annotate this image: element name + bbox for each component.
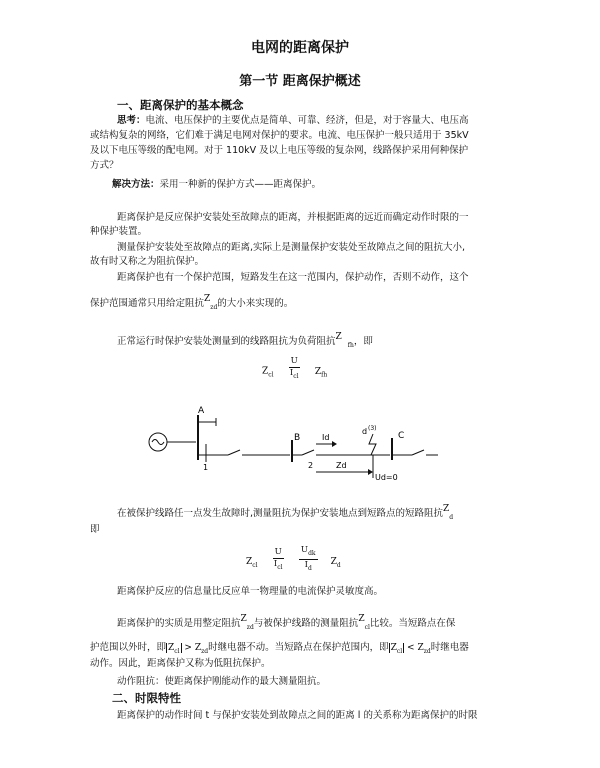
formula2-i2-sub: d <box>307 565 312 572</box>
formula2-z: Z <box>246 557 253 567</box>
sine-wave-icon <box>152 440 164 445</box>
symbol-z: Z <box>240 614 247 624</box>
symbol-sub-zd: zd <box>423 648 431 655</box>
essence2-text-a: 护范围以外时，即 <box>90 642 167 653</box>
section-title: 第一节 距离保护概述 <box>239 74 361 89</box>
think-label: 思考： <box>117 115 146 126</box>
formula2-u: U <box>274 546 282 557</box>
abs-z2-sub: cl <box>396 648 403 655</box>
fault-text: 在被保护线路任一点发生故障时,测量阻抗为保护安装地点到短路点的短路阻抗 <box>117 508 444 519</box>
symbol-z: Z <box>417 643 424 653</box>
think-text: 电流、电压保护的主要优点是简单、可靠、经济，但是，对于容量大、电压高 <box>145 115 469 126</box>
symbol-sub-d: d <box>449 514 454 521</box>
formula1-numerator <box>289 356 300 368</box>
symbol-z: Z <box>358 614 365 624</box>
formula1-sub-fh: fh <box>321 371 328 379</box>
label-c: C <box>398 431 405 441</box>
essence-text-b: 与被保护线路的测量阻抗 <box>253 618 359 629</box>
circuit-diagram <box>140 400 470 490</box>
breaker-c-blade <box>412 450 424 455</box>
formula2-sub-d: d <box>336 562 341 569</box>
label-2: 2 <box>308 461 314 470</box>
para3-line-2 <box>90 292 293 315</box>
heading-basic-concept: 一、距离保护的基本概念 <box>117 98 244 112</box>
normal-text-a: 正常运行时保护安装处测量到的线路阻抗为负荷阻抗 <box>117 336 336 347</box>
essence-text-c: 比较。当短路点在保 <box>369 618 456 629</box>
formula1-u: U <box>290 356 298 366</box>
para3-text-a: 保护范围通常只用给定阻抗 <box>90 298 205 309</box>
para1-line-2: 种保护装置。 <box>90 226 148 237</box>
symbol-z-abs <box>166 643 182 653</box>
formula1-fraction <box>289 356 300 382</box>
essence2-text-c: 时继电器 <box>430 642 469 653</box>
fault-line-1 <box>117 502 453 525</box>
symbol-sub-zd: zd <box>246 624 254 631</box>
formula2-den-2 <box>299 560 318 574</box>
formula2-i-sub: cl <box>277 563 283 571</box>
formula1-sub-cl: cl <box>268 371 274 379</box>
think-line-1 <box>117 113 469 128</box>
label-b: B <box>294 433 301 443</box>
formula2-i2: I <box>304 560 308 570</box>
fault-lightning-icon <box>369 434 376 455</box>
formula2-u2: U <box>300 545 309 555</box>
symbol-z: Z <box>335 332 342 342</box>
formula-load-impedance <box>262 356 327 382</box>
para2-line-2: 故有时又称之为阻抗保护。 <box>90 256 205 267</box>
document-title: 电网的距离保护 <box>251 40 349 56</box>
heading-time-characteristic: 二、时限特性 <box>112 691 181 705</box>
essence2-text-b: 时继电器不动。当短路点在保护范围内，即 <box>208 642 389 653</box>
symbol-sub-fh: fh <box>347 342 354 349</box>
breaker-b-blade <box>302 450 314 455</box>
abs-z-sub: cl <box>174 648 180 655</box>
arrow-head-icon <box>332 441 337 447</box>
fault-line-2: 即 <box>90 524 100 535</box>
label-a: A <box>198 406 205 416</box>
formula2-sub-cl: cl <box>252 562 258 569</box>
label-1: 1 <box>203 463 209 472</box>
formula1-denominator <box>289 368 300 382</box>
symbol-z: Z <box>443 504 450 514</box>
formula2-fraction-1 <box>273 547 284 573</box>
think-line-3: 及以下电压等级的配电网。对于 110kV 及以上电压等级的复杂网，线路保护采用何种保护 <box>90 145 469 156</box>
abs-z2: Z <box>390 643 397 653</box>
formula2-u-sub: dk <box>308 550 316 557</box>
abs-z: Z <box>168 643 175 653</box>
formula2-i: I <box>273 558 278 569</box>
symbol-sub-zd: zd <box>210 304 218 311</box>
solve-line <box>112 177 321 192</box>
formula1-z: Z <box>262 366 269 377</box>
essence-line-1 <box>117 612 455 635</box>
essence-line-2: 护范围以外时，即 $Z_{cl} > Z_{zd}$时继电器不动。当短路点在保护范围内，即 $Z_{cl} < Z_{zd}$时继电器 <box>90 642 469 655</box>
symbol-z: Z <box>204 294 211 304</box>
formula2-num-1 <box>273 547 284 559</box>
normal-text-b: ，即 <box>353 336 373 347</box>
para3-line-1: 距离保护也有一个保护范围，短路发生在这一范围内，保护动作，否则不动作，这个 <box>117 272 469 283</box>
symbol-sub-cl: cl <box>364 624 370 631</box>
formula1-i: I <box>289 368 294 378</box>
formula1-z2: Z <box>314 366 322 377</box>
essence-text-a: 距离保护的实质是用整定阻抗 <box>117 618 241 629</box>
action-impedance-line: 动作阻抗：使距离保护刚能动作的最大测量阻抗。 <box>117 676 327 687</box>
formula2-num-2 <box>299 545 318 560</box>
sensitivity-line: 距离保护反应的信息量比反应单一物理量的电流保护灵敏度高。 <box>117 586 384 597</box>
formula-short-circuit-impedance <box>246 545 341 574</box>
label-ud: Ud=0 <box>375 473 398 482</box>
label-id: Id <box>322 433 330 442</box>
zd-arrow-icon <box>368 469 373 475</box>
think-line-4: 方式？ <box>90 160 119 171</box>
para3-text-b: 的大小来实现的。 <box>217 298 294 309</box>
normal-operation-line <box>117 330 373 353</box>
label-d-sup: (3) <box>368 425 377 432</box>
label-zd: Zd <box>336 461 347 470</box>
solve-label: 解决方法： <box>112 179 160 190</box>
essence-line-3: 动作。因此，距离保护又称为低阻抗保护。 <box>90 658 271 669</box>
para1-line-1: 距离保护是反应保护安装处至故障点的距离，并根据距离的远近而确定动作时限的一 <box>117 212 469 223</box>
formula1-i-sub: cl <box>293 373 299 380</box>
formula2-z2: Z <box>330 557 337 567</box>
symbol-sub-zd: zd <box>201 648 209 655</box>
formula2-fraction-2 <box>299 545 318 574</box>
formula2-den-1 <box>273 559 284 573</box>
time-characteristic-line: 距离保护的动作时间 t 与保护安装处到故障点之间的距离 l 的关系称为距离保护的时限 <box>117 710 478 721</box>
solve-text: 采用一种新的保护方式——距离保护。 <box>159 179 322 190</box>
think-line-2: 或结构复杂的网络，它们难于满足电网对保护的要求。电流、电压保护一般只适用于 35kV <box>90 130 469 141</box>
symbol-z: Z <box>194 643 202 653</box>
para2-line-1: 测量保护安装处至故障点的距离,实际上是测量保护安装处至故障点之间的阻抗大小, <box>117 242 466 253</box>
breaker-a-blade <box>228 450 240 455</box>
label-d: d <box>362 427 368 436</box>
symbol-z-abs-2 <box>389 643 405 653</box>
